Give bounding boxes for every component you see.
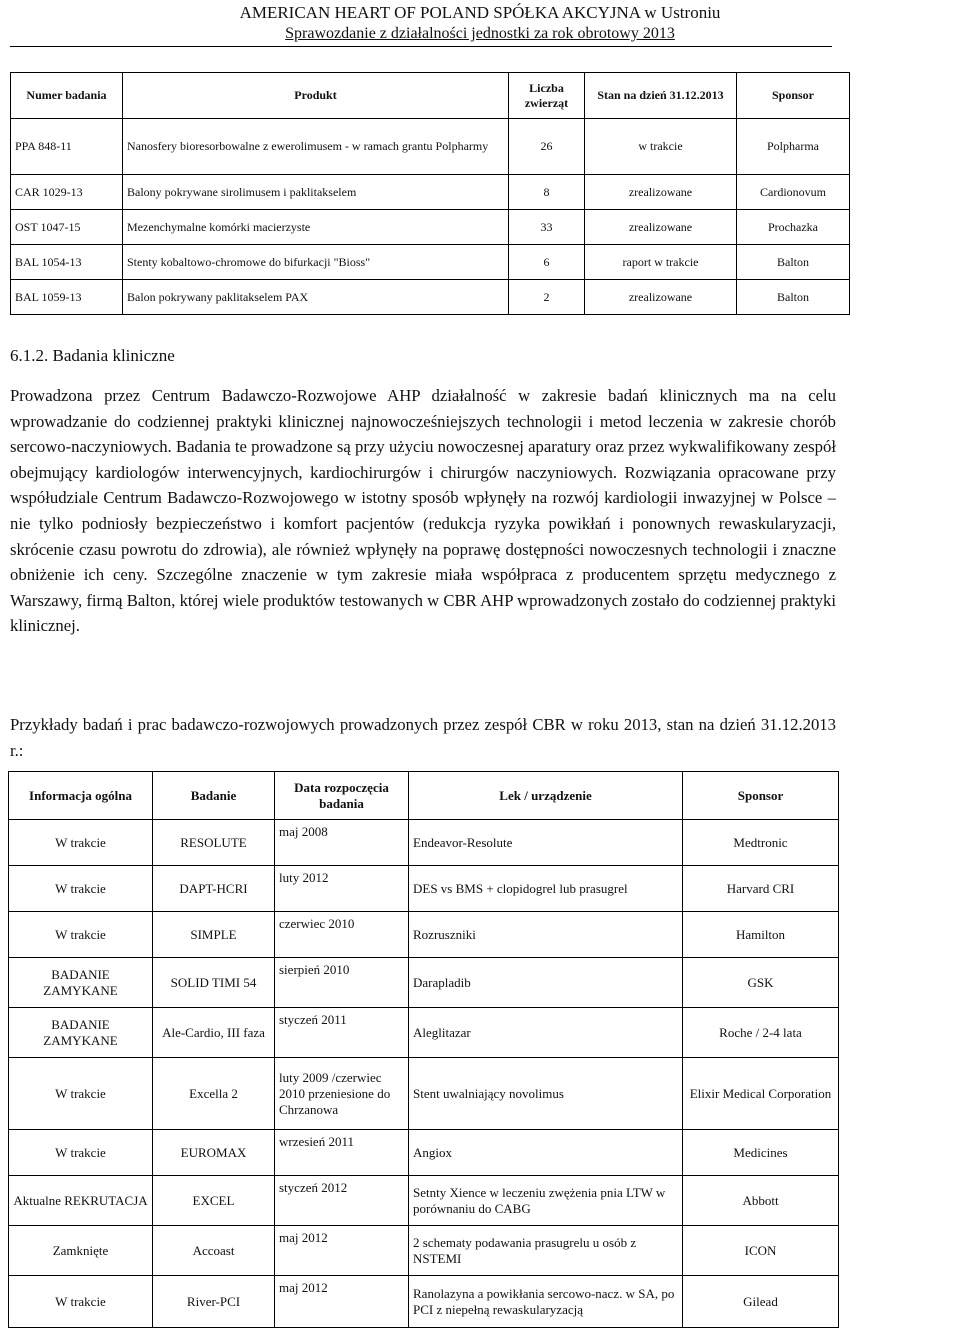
animal-count: 26 bbox=[509, 119, 585, 175]
header-cell: Liczba zwierząt bbox=[509, 73, 585, 119]
study-name: RESOLUTE bbox=[153, 820, 275, 866]
status: zrealizowane bbox=[585, 210, 737, 245]
table-row bbox=[9, 1130, 839, 1176]
product: Balony pokrywane sirolimusem i paklitakselem bbox=[123, 175, 509, 210]
sponsor: Balton bbox=[737, 280, 850, 315]
start-date: styczeń 2012 bbox=[275, 1176, 409, 1226]
table-header-row bbox=[11, 73, 850, 119]
drug-device: Angiox bbox=[409, 1130, 683, 1176]
table-row bbox=[9, 958, 839, 1008]
table-row bbox=[11, 245, 850, 280]
animal-count: 6 bbox=[509, 245, 585, 280]
drug-device: Stent uwalniający novolimus bbox=[409, 1058, 683, 1130]
study-number: OST 1047-15 bbox=[11, 210, 123, 245]
study-name: SOLID TIMI 54 bbox=[153, 958, 275, 1008]
section-heading: 6.1.2. Badania kliniczne bbox=[10, 346, 175, 365]
table-row bbox=[9, 1226, 839, 1276]
status: zrealizowane bbox=[585, 280, 737, 315]
header-cell: Produkt bbox=[123, 73, 509, 119]
study-number: BAL 1054-13 bbox=[11, 245, 123, 280]
drug-device: Rozruszniki bbox=[409, 912, 683, 958]
header-cell: Numer badania bbox=[11, 73, 123, 119]
product: Balon pokrywany paklitakselem PAX bbox=[123, 280, 509, 315]
start-date: sierpień 2010 bbox=[275, 958, 409, 1008]
study-name: Excella 2 bbox=[153, 1058, 275, 1130]
start-date: luty 2012 bbox=[275, 866, 409, 912]
drug-device: Aleglitazar bbox=[409, 1008, 683, 1058]
general-info: BADANIE ZAMYKANE bbox=[9, 958, 153, 1008]
general-info: W trakcie bbox=[9, 912, 153, 958]
animal-count: 2 bbox=[509, 280, 585, 315]
drug-device: 2 schematy podawania prasugrelu u osób z NSTEMI bbox=[409, 1226, 683, 1276]
product: Stenty kobaltowo-chromowe do bifurkacji "Bioss" bbox=[123, 245, 509, 280]
sponsor: Polpharma bbox=[737, 119, 850, 175]
clinical-trials-table bbox=[8, 771, 839, 1328]
sponsor: Hamilton bbox=[683, 912, 839, 958]
table-row bbox=[9, 1176, 839, 1226]
header-rule bbox=[10, 46, 832, 47]
header-cell: Sponsor bbox=[737, 73, 850, 119]
general-info: W trakcie bbox=[9, 866, 153, 912]
header-cell: Lek / urządzenie bbox=[409, 772, 683, 820]
study-name: River-PCI bbox=[153, 1276, 275, 1328]
start-date: maj 2012 bbox=[275, 1276, 409, 1328]
animal-studies-table bbox=[10, 72, 850, 315]
sponsor: Medtronic bbox=[683, 820, 839, 866]
page-header bbox=[0, 2, 960, 44]
sponsor: Roche / 2-4 lata bbox=[683, 1008, 839, 1058]
table-header-row bbox=[9, 772, 839, 820]
table-row bbox=[11, 280, 850, 315]
table-row bbox=[9, 912, 839, 958]
start-date: styczeń 2011 bbox=[275, 1008, 409, 1058]
study-name: EUROMAX bbox=[153, 1130, 275, 1176]
animal-count: 33 bbox=[509, 210, 585, 245]
body-paragraph: Prowadzona przez Centrum Badawczo-Rozwojowe AHP działalność w zakresie badań klinicznych ma na celu wprowadzanie do codziennej praktyki klinicznej najnowocześniejszych technologii i metod leczenia w zakresie chorób sercowo-naczyniowych. Badania te prowadzone są przy użyciu nowoczesnej aparatury oraz przez wykwalifikowany zespół obejmujący kardiologów interwencyjnych, kardiochirurgów i chirurgów naczyniowych. Rozwiązania opracowane przy współudziale Centrum Badawczo-Rozwojowego w istotny sposób wpłynęły na rozwój kardiologii inwazyjnej w Polsce – nie tylko podniosły bezpieczeństwo i komfort pacjentów (redukcja ryzyka powikłań i ponownych rewaskularyzacji, skrócenie czasu powrotu do zdrowia), ale również wpłynęły na poprawę dostępności nowoczesnych technologii i znaczne obniżenie ich ceny. Szczególne znaczenie w tym zakresie miała współpraca z producentem sprzętu medycznego z Warszawy, firmą Balton, której wiele produktów testowanych w CBR AHP wprowadzonych zostało do codziennej praktyki klinicznej. bbox=[10, 386, 836, 636]
sponsor: Abbott bbox=[683, 1176, 839, 1226]
start-date: czerwiec 2010 bbox=[275, 912, 409, 958]
header-cell: Stan na dzień 31.12.2013 bbox=[585, 73, 737, 119]
drug-device: Endeavor-Resolute bbox=[409, 820, 683, 866]
drug-device: Setnty Xience w leczeniu zwężenia pnia LTW w porównaniu do CABG bbox=[409, 1176, 683, 1226]
sponsor: Medicines bbox=[683, 1130, 839, 1176]
sponsor: ICON bbox=[683, 1226, 839, 1276]
general-info: Aktualne REKRUTACJA bbox=[9, 1176, 153, 1226]
status: raport w trakcie bbox=[585, 245, 737, 280]
table-row bbox=[9, 1276, 839, 1328]
study-number: PPA 848-11 bbox=[11, 119, 123, 175]
drug-device: Ranolazyna a powikłania sercowo-nacz. w SA, po PCI z niepełną rewaskularyzacją bbox=[409, 1276, 683, 1328]
product: Mezenchymalne komórki macierzyste bbox=[123, 210, 509, 245]
drug-device: Darapladib bbox=[409, 958, 683, 1008]
sponsor: Gilead bbox=[683, 1276, 839, 1328]
general-info: BADANIE ZAMYKANE bbox=[9, 1008, 153, 1058]
study-name: DAPT-HCRI bbox=[153, 866, 275, 912]
general-info: W trakcie bbox=[9, 1130, 153, 1176]
sponsor: Cardionovum bbox=[737, 175, 850, 210]
study-name: SIMPLE bbox=[153, 912, 275, 958]
table-row bbox=[9, 820, 839, 866]
start-date: wrzesień 2011 bbox=[275, 1130, 409, 1176]
sponsor: Harvard CRI bbox=[683, 866, 839, 912]
status: zrealizowane bbox=[585, 175, 737, 210]
start-date: maj 2012 bbox=[275, 1226, 409, 1276]
sponsor: Elixir Medical Corporation bbox=[683, 1058, 839, 1130]
table-row bbox=[11, 175, 850, 210]
study-name: Ale-Cardio, III faza bbox=[153, 1008, 275, 1058]
header-cell: Informacja ogólna bbox=[9, 772, 153, 820]
study-name: EXCEL bbox=[153, 1176, 275, 1226]
table-row bbox=[11, 210, 850, 245]
study-number: BAL 1059-13 bbox=[11, 280, 123, 315]
study-name: Accoast bbox=[153, 1226, 275, 1276]
table-row bbox=[9, 1058, 839, 1130]
sponsor: GSK bbox=[683, 958, 839, 1008]
general-info: W trakcie bbox=[9, 1058, 153, 1130]
sponsor: Balton bbox=[737, 245, 850, 280]
general-info: W trakcie bbox=[9, 1276, 153, 1328]
animal-count: 8 bbox=[509, 175, 585, 210]
start-date: luty 2009 /czerwiec 2010 przeniesione do Chrzanowa bbox=[275, 1058, 409, 1130]
company-name: AMERICAN HEART OF POLAND SPÓŁKA AKCYJNA w Ustroniu bbox=[239, 3, 721, 22]
sponsor: Prochazka bbox=[737, 210, 850, 245]
general-info: Zamknięte bbox=[9, 1226, 153, 1276]
header-cell: Sponsor bbox=[683, 772, 839, 820]
table-row bbox=[11, 119, 850, 175]
general-info: W trakcie bbox=[9, 820, 153, 866]
table-row bbox=[9, 1008, 839, 1058]
intro-paragraph: Przykłady badań i prac badawczo-rozwojowych prowadzonych przez zespół CBR w roku 2013, stan na dzień 31.12.2013 r.: bbox=[10, 715, 836, 760]
report-title: Sprawozdanie z działalności jednostki za rok obrotowy 2013 bbox=[285, 25, 675, 42]
study-number: CAR 1029-13 bbox=[11, 175, 123, 210]
header-cell: Badanie bbox=[153, 772, 275, 820]
header-cell: Data rozpoczęcia badania bbox=[275, 772, 409, 820]
table-row bbox=[9, 866, 839, 912]
start-date: maj 2008 bbox=[275, 820, 409, 866]
status: w trakcie bbox=[585, 119, 737, 175]
product: Nanosfery bioresorbowalne z ewerolimusem - w ramach grantu Polpharmy bbox=[123, 119, 509, 175]
drug-device: DES vs BMS + clopidogrel lub prasugrel bbox=[409, 866, 683, 912]
